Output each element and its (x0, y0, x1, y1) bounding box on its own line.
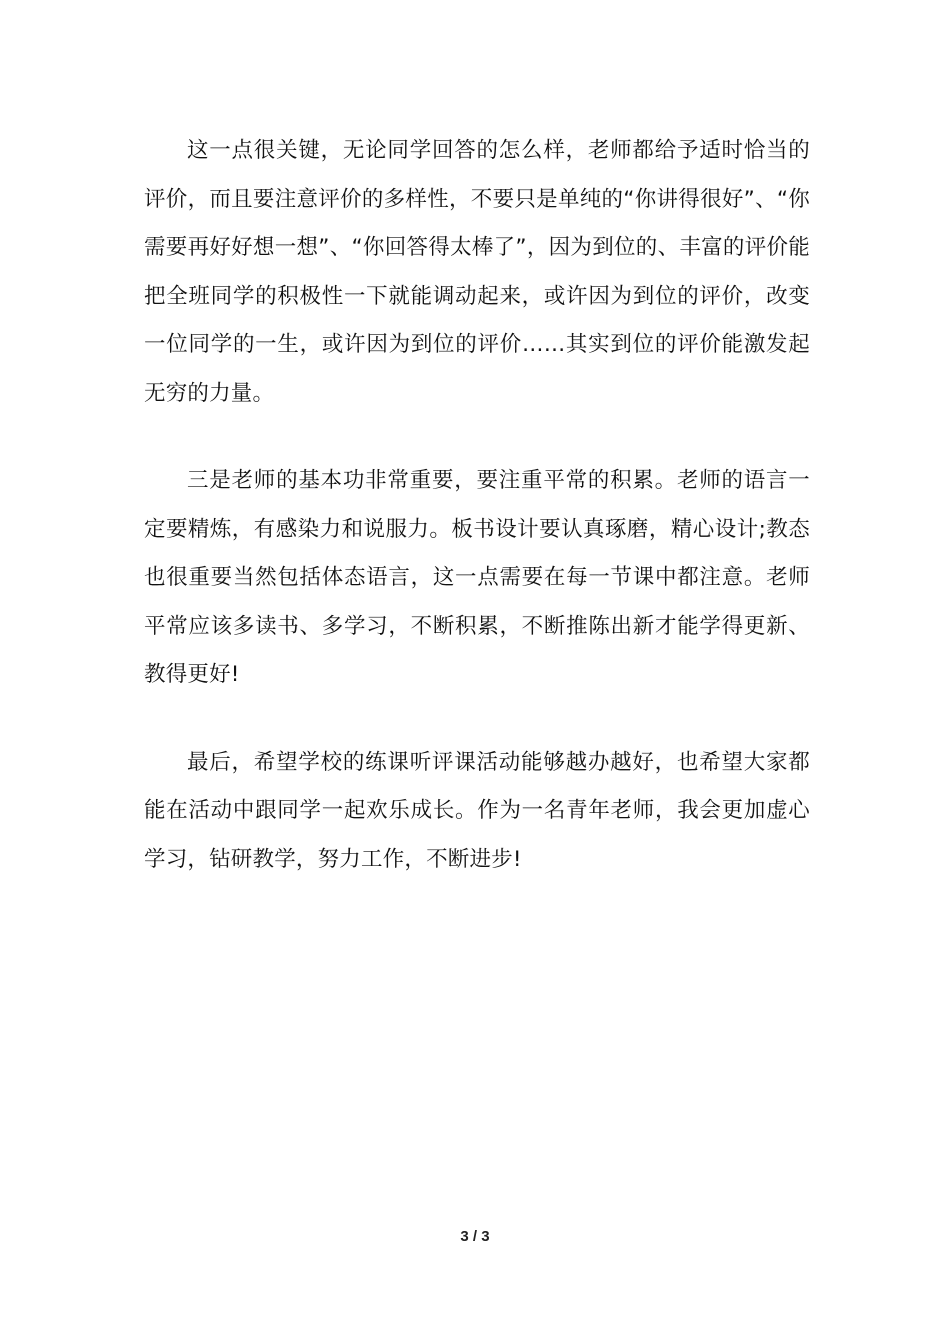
paragraph-evaluation: 这一点很关键，无论同学回答的怎么样，老师都给予适时恰当的评价，而且要注意评价的多样性，不要只是单纯的“你讲得很好”、“你需要再好好想一想”、“你回答得太棒了”，因为到位的、丰富的评价能把全班同学的积极性一下就能调动起来，或许因为到位的评价，改变一位同学的一生，或许因为到位的评价……其实到位的评价能激发起无穷的力量。 (144, 138, 810, 406)
paragraph-conclusion: 最后，希望学校的练课听评课活动能够越办越好，也希望大家都能在活动中跟同学一起欢乐成长。作为一名青年老师，我会更加虚心学习，钻研教学，努力工作，不断进步! (144, 749, 810, 872)
page-number: 3 / 3 (460, 1228, 490, 1245)
document-body (144, 127, 810, 923)
paragraph-teacher-skills: 三是老师的基本功非常重要，要注重平常的积累。老师的语言一定要精炼，有感染力和说服力。板书设计要认真琢磨，精心设计;教态也很重要当然包括体态语言，这一点需要在每一节课中都注意。老师平常应该多读书、多学习，不断积累，不断推陈出新才能学得更新、教得更好! (144, 468, 810, 687)
